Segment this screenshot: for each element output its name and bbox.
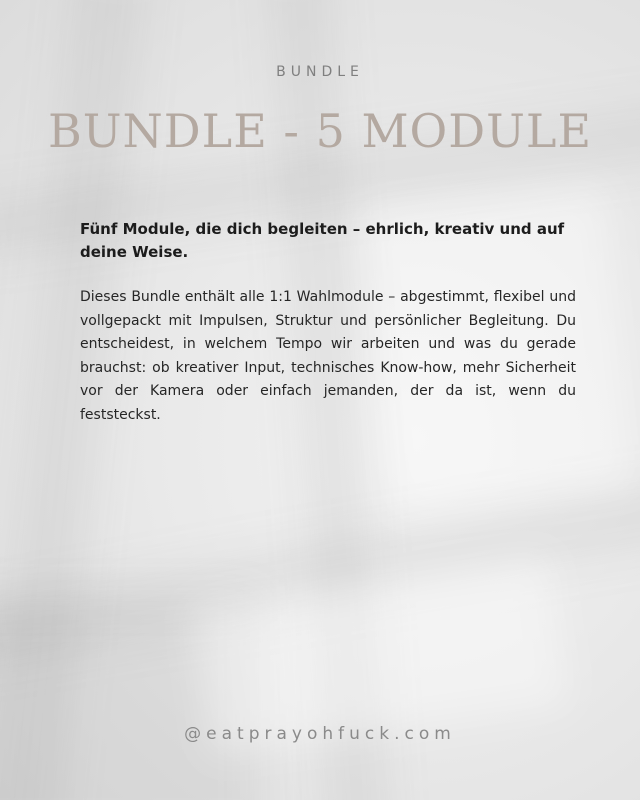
page-title: BUNDLE - 5 MODULE: [47, 104, 593, 158]
social-handle[interactable]: @eatprayohfuck.com: [184, 724, 456, 744]
description-block: [80, 218, 576, 427]
lead-paragraph: Fünf Module, die dich begleiten – ehrlich, kreativ und auf deine Weise.: [80, 220, 565, 261]
body-paragraph: Dieses Bundle enthält alle 1:1 Wahlmodule – abgestimmt, flexibel und vollgepackt mit Impulsen, Struktur und persönlicher Begleitung. Du entscheidest, in welchem Tempo wir arbeiten und was du gerade brauchst: ob kreativer Input, technisches Know-how, mehr Sicherheit vor der Kamera oder einfach jemanden, der da ist, wenn du feststeckst.: [80, 289, 576, 423]
section-kicker: BUNDLE: [276, 64, 364, 80]
